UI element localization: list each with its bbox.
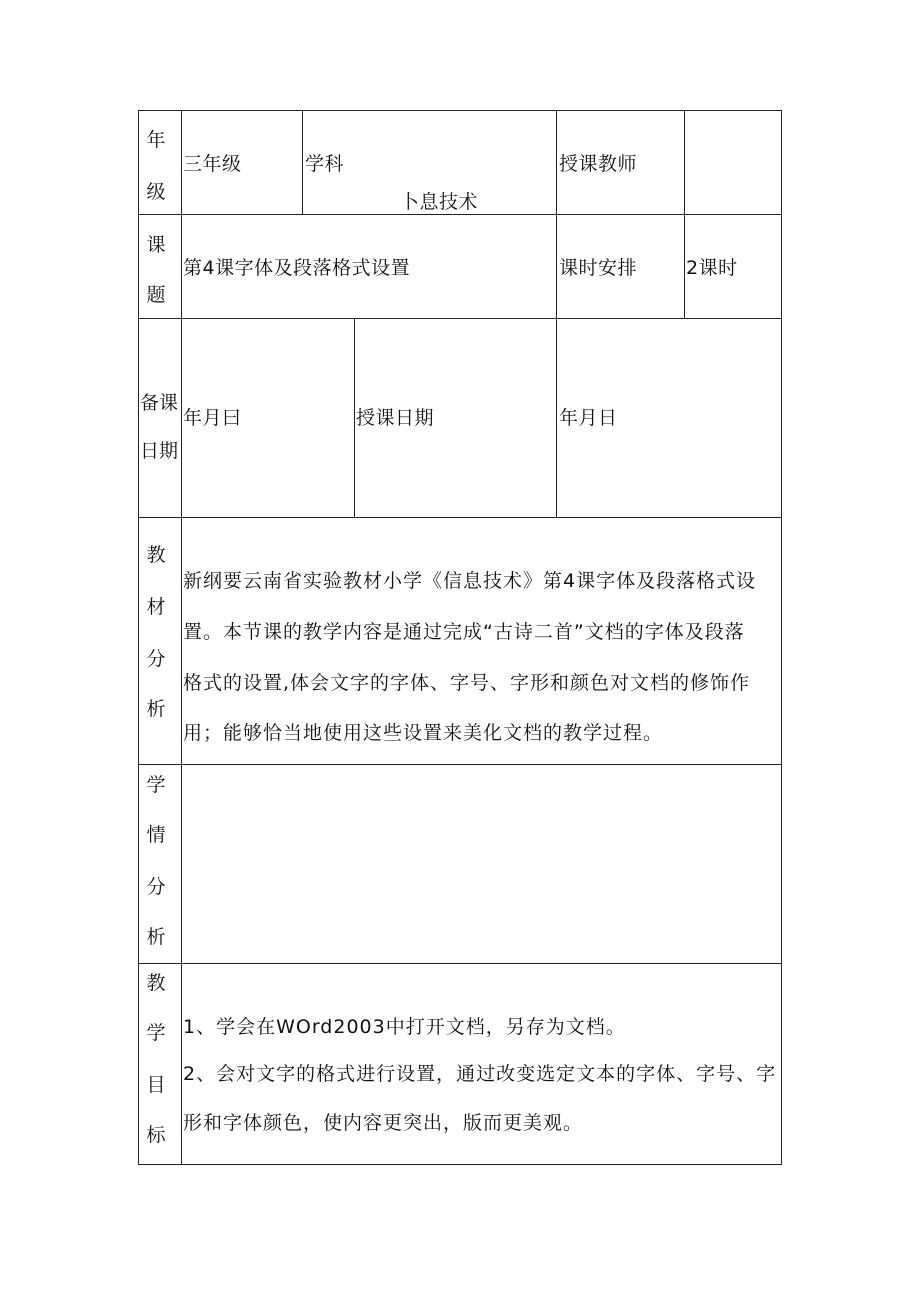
table-border-left [138, 110, 139, 1165]
row-divider-5 [138, 963, 782, 964]
grade-value: 三年级 [183, 153, 242, 175]
subject-value: 卜息技术 [400, 191, 479, 213]
prep-date-value: 年月曰 [183, 407, 242, 429]
row-divider-2 [138, 318, 782, 319]
row12-divider-b [556, 110, 557, 319]
goal-line: 1、学会在WOrd2003中打开文档，另存为文档。 [183, 1016, 626, 1038]
row-divider-3 [138, 517, 782, 518]
table-border-top [138, 110, 782, 111]
paragraph-line: 新纲要云南省实验教材小学《信息技术》第4课字体及段落格式设 [183, 570, 757, 592]
hours-value: 2课时 [686, 257, 738, 279]
goal-line: 2、会对文字的格式进行设置，通过改变选定文本的字体、字号、字 [183, 1063, 777, 1085]
row3-divider-a [354, 318, 355, 518]
row3-divider-b [556, 318, 557, 518]
goal-line: 形和字体颜色，使内容更突出，版而更美观。 [183, 1112, 584, 1134]
row1-divider-a [302, 110, 303, 215]
table-border-right [781, 110, 782, 1165]
subject-label: 学科 [305, 153, 345, 175]
row12-divider-c [684, 110, 685, 319]
paragraph-line: 格式的设置,体会文字的字体、字号、字形和颜色对文档的修饰作 [183, 672, 751, 694]
label-column-divider [181, 110, 182, 1165]
table-border-bottom [138, 1164, 782, 1165]
teach-date-value: 年月日 [559, 407, 618, 429]
lesson-plan-page: 年 级 三年级 学科 卜息技术 授课教师 课 题 第4课字体及段落格式设置 课时安排 2课时 备课 日期 年月曰 授课日期 年月日 教 材 分 析 新纲要云南省实验教材小学《信息技术》第4课字体及段落格式设 置。本节课的教学内容是通过完成“古诗二首”文档的字体及段落 格式的设置,体会文字的字体、字号、字形和颜色对文档的修饰作 用；能够恰当地使用这些设置来美化文档的教学过程。 学 情 分 析 教 学 目 标 1、学会在WOrd2003中打开文档，另存为文档。 2、会对文字的格式进行设置，通过改变选定文本的字体、字号、字 形和字体颜色，使内容更突出，版而更美观。 [0, 0, 920, 1301]
teacher-label: 授课教师 [559, 153, 638, 175]
row-divider-4 [138, 764, 782, 765]
teach-date-label: 授课日期 [356, 407, 435, 429]
row-divider-1 [138, 214, 782, 215]
hours-label: 课时安排 [559, 257, 638, 279]
topic-value: 第4课字体及段落格式设置 [183, 257, 411, 279]
paragraph-line: 用；能够恰当地使用这些设置来美化文档的教学过程。 [183, 722, 664, 744]
paragraph-line: 置。本节课的教学内容是通过完成“古诗二首”文档的字体及段落 [183, 621, 745, 643]
